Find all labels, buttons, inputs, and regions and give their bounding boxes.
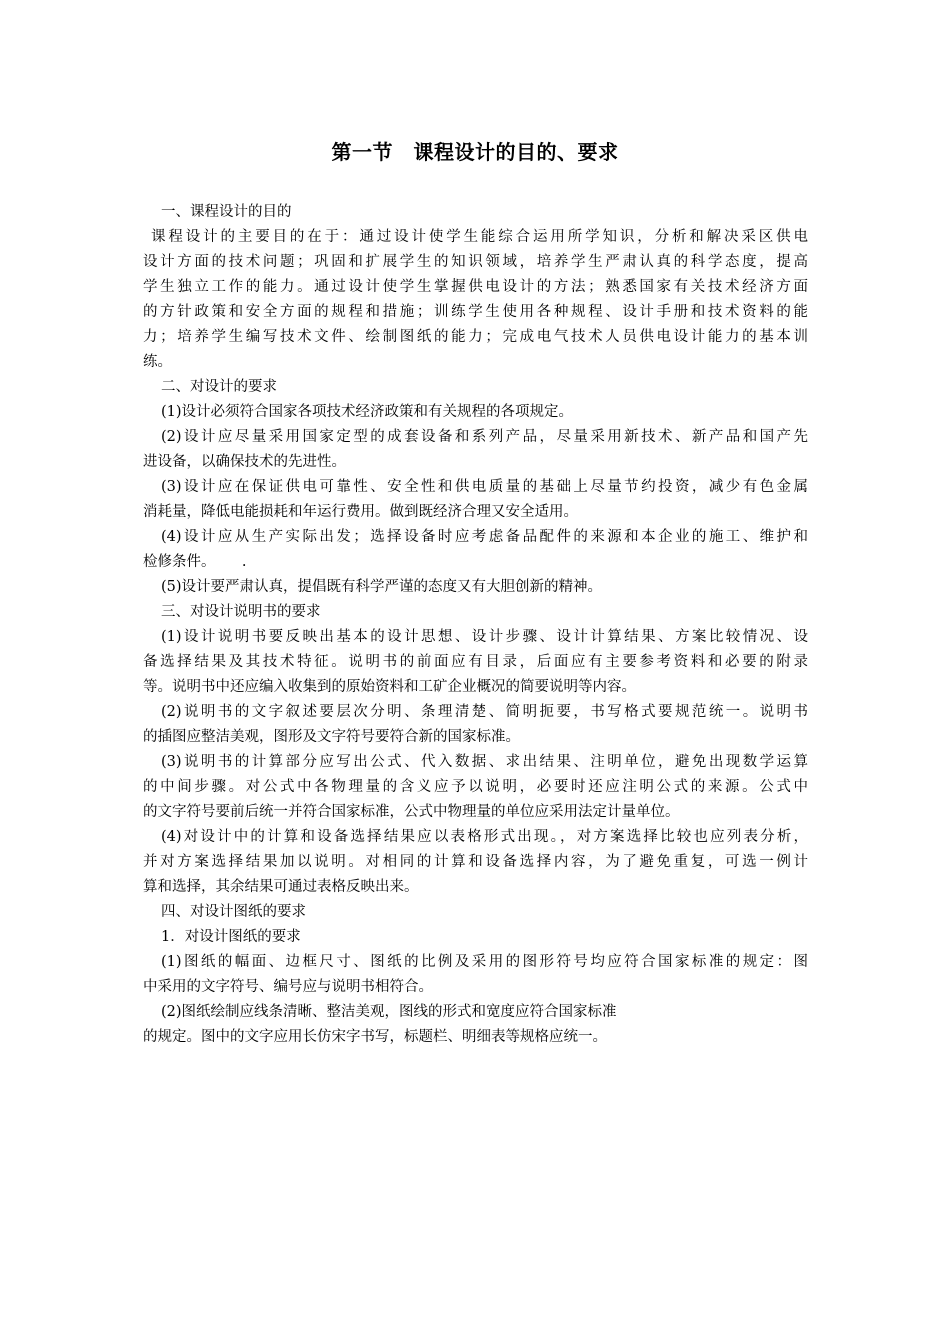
text-line: 进设备，以确保技术的先进性。 [143, 454, 346, 470]
text-line: 等。说明书中还应编入收集到的原始资料和工矿企业概况的简要说明等内容。 [143, 679, 636, 695]
text-line: (2)设计应尽量采用国家定型的成套设备和系列产品，尽量采用新技术、新产品和国产先 [161, 429, 808, 445]
text-line: 的方针政策和安全方面的规程和措施；训练学生使用各种规程、设计手册和技术资料的能 [143, 304, 808, 320]
text-line: 课程设计的主要目的在于：通过设计使学生能综合运用所学知识，分析和解决采区供电 [151, 229, 808, 245]
text-line: 的规定。图中的文字应用长仿宋字书写，标题栏、明细表等规格应统一。 [143, 1029, 607, 1045]
text-line: 的插图应整洁美观，图形及文字符号要符合新的国家标准。 [143, 729, 520, 745]
text-line: (5)设计要严肃认真，提倡既有科学严谨的态度又有大胆创新的精神。 [161, 579, 603, 595]
text-line: 并对方案选择结果加以说明。对相同的计算和设备选择内容，为了避免重复，可选一例计 [143, 854, 808, 870]
text-line: (3)设计应在保证供电可靠性、安全性和供电质量的基础上尽量节约投资，减少有色金属 [161, 479, 808, 495]
text-line: 备选择结果及其技术特征。说明书的前面应有目录，后面应有主要参考资料和必要的附录 [143, 654, 808, 670]
text-line: 消耗量，降低电能损耗和年运行费用。做到既经济合理又安全适用。 [143, 504, 578, 520]
document-body [143, 200, 808, 1050]
text-line: (1)设计说明书要反映出基本的设计思想、设计步骤、设计计算结果、方案比较情况、设 [161, 629, 808, 645]
text-line: 二、对设计的要求 [161, 379, 277, 395]
text-line: 三、对设计说明书的要求 [161, 604, 321, 620]
page-title: 第一节 课程设计的目的、要求 [331, 140, 619, 164]
text-line: (2)说明书的文字叙述要层次分明、条理清楚、简明扼要，书写格式要规范统一。说明书 [161, 704, 808, 720]
text-line: 设计方面的技术问题；巩固和扩展学生的知识领域，培养学生严肃认真的科学态度，提高 [143, 254, 808, 270]
text-line: 中采用的文字符号、编号应与说明书相符合。 [143, 979, 433, 995]
text-line: 的文字符号要前后统一并符合国家标准，公式中物理量的单位应采用法定计量单位。 [143, 804, 680, 820]
text-line: 1．对设计图纸的要求 [161, 929, 301, 945]
text-line: (4)对设计中的计算和设备选择结果应以表格形式出现。，对方案选择比较也应列表分析， [161, 829, 808, 845]
text-line: 四、对设计图纸的要求 [161, 904, 306, 920]
text-line: 力；培养学生编写技术文件、绘制图纸的能力；完成电气技术人员供电设计能力的基本训 [143, 329, 808, 345]
text-line: 检修条件。 . [143, 554, 247, 570]
text-line: 算和选择，其余结果可通过表格反映出来。 [143, 879, 419, 895]
text-line: 练。 [143, 354, 172, 370]
text-line: (1)设计必须符合国家各项技术经济政策和有关规程的各项规定。 [161, 404, 574, 420]
text-line: 一、课程设计的目的 [161, 204, 292, 220]
text-line: 学生独立工作的能力。通过设计使学生掌握供电设计的方法；熟悉国家有关技术经济方面 [143, 279, 808, 295]
text-line: (3)说明书的计算部分应写出公式、代入数据、求出结果、注明单位，避免出现数学运算 [161, 754, 808, 770]
text-line: (2)图纸绘制应线条清晰、整洁美观，图线的形式和宽度应符合国家标准 [161, 1004, 617, 1020]
text-line: 的中间步骤。对公式中各物理量的含义应予以说明，必要时还应注明公式的来源。公式中 [143, 779, 808, 795]
text-line: (1)图纸的幅面、边框尺寸、图纸的比例及采用的图形符号均应符合国家标准的规定：图 [161, 954, 808, 970]
text-line: (4)设计应从生产实际出发；选择设备时应考虑备品配件的来源和本企业的施工、维护和 [161, 529, 808, 545]
